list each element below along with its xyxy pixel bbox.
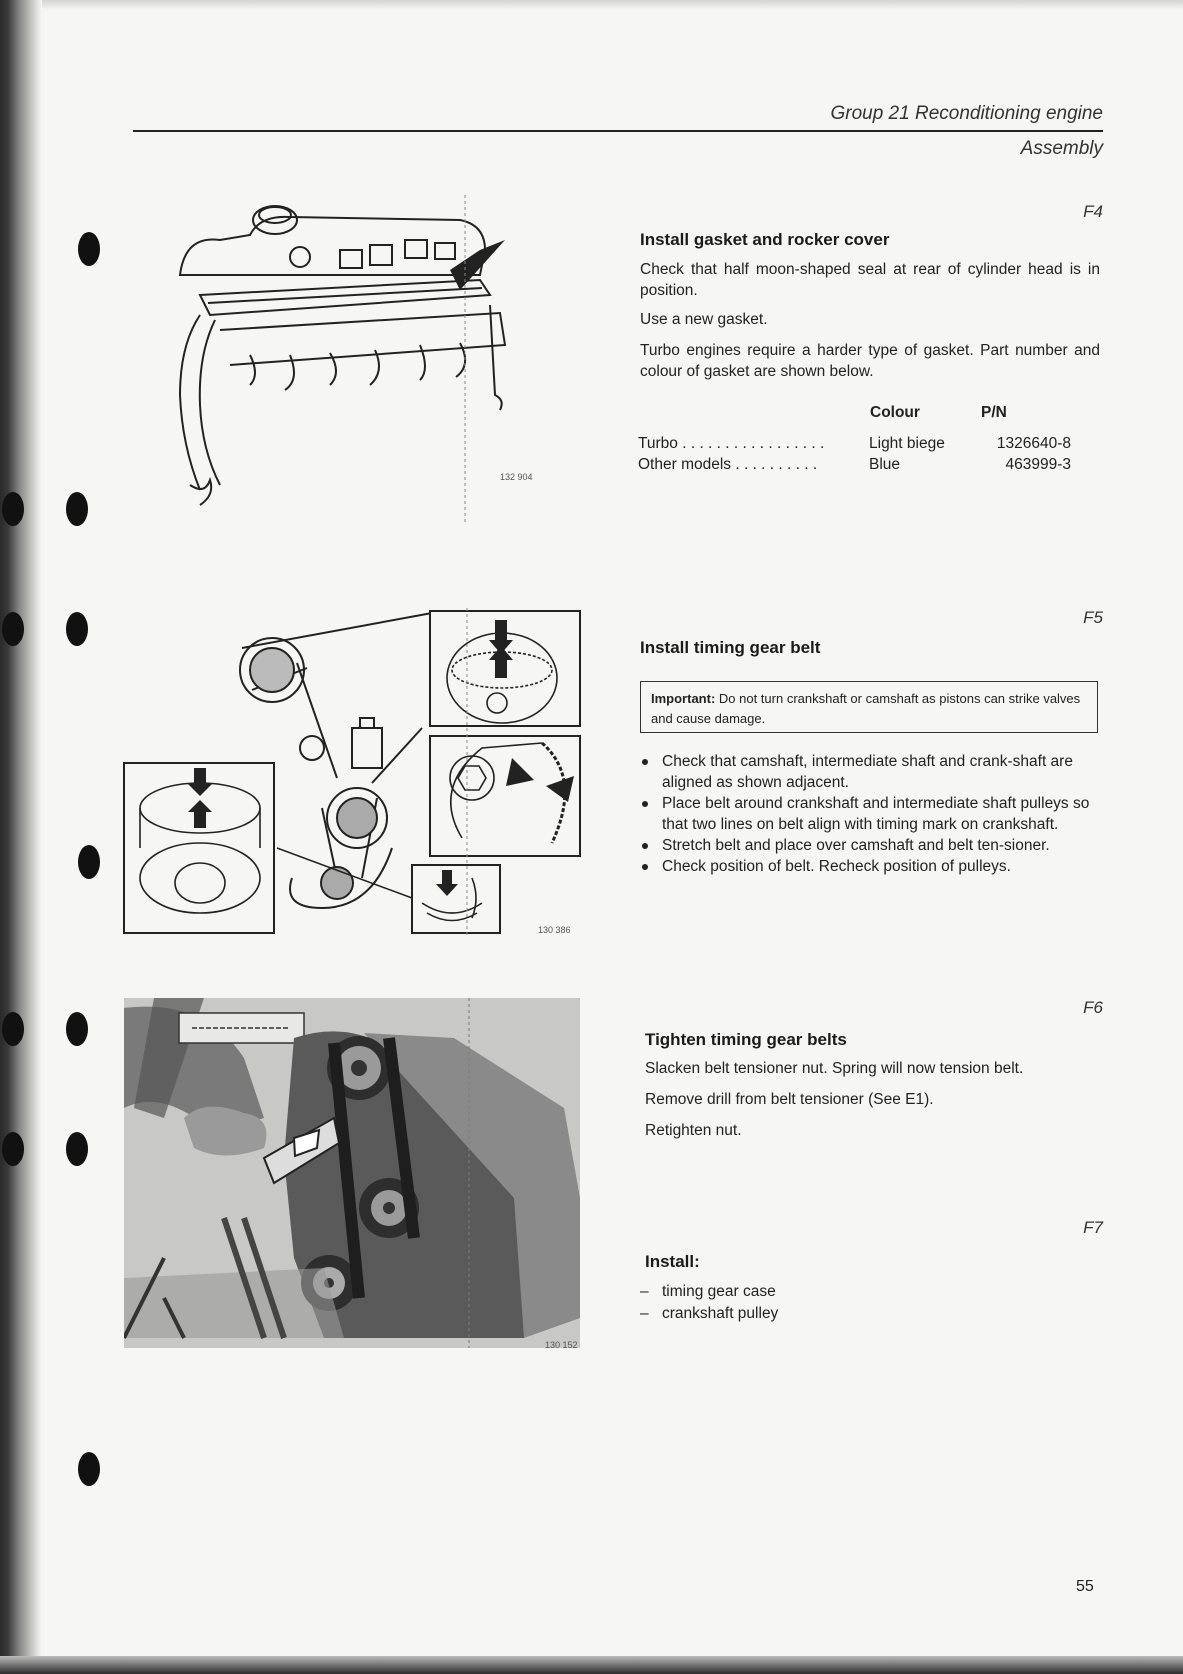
- f4-heading: Install gasket and rocker cover: [640, 230, 890, 249]
- bullet-icon: [642, 843, 648, 849]
- figure-number: 130 152: [545, 1340, 578, 1350]
- gasket-row-pn: 1326640-8: [996, 435, 1071, 452]
- page-number: 55: [1076, 1578, 1094, 1595]
- f4-paragraph-1: Check that half moon-shaped seal at rear of cylinder head is in position.: [640, 261, 1100, 299]
- list-item: – timing gear case: [640, 1283, 776, 1300]
- f6-code: F6: [1083, 998, 1103, 1017]
- f4-paragraph-2: Use a new gasket.: [640, 311, 768, 328]
- f4-code: F4: [1083, 202, 1103, 221]
- f5-heading: Install timing gear belt: [640, 638, 821, 657]
- f5-code: F5: [1083, 608, 1103, 627]
- header-rule: [133, 130, 1103, 132]
- gasket-table-header-pn: P/N: [981, 404, 1007, 421]
- punch-hole: [66, 492, 88, 526]
- gasket-row-colour: Light biege: [869, 435, 945, 452]
- timing-belt-illustration: [122, 608, 584, 938]
- list-item: Check position of belt. Recheck position of pulleys.: [640, 856, 1102, 877]
- f4-paragraph-3: Turbo engines require a harder type of gasket. Part number and colour of gasket are shown below.: [640, 342, 1100, 380]
- f7-code: F7: [1083, 1218, 1103, 1237]
- list-item: Stretch belt and place over camshaft and belt ten-sioner.: [640, 835, 1102, 856]
- f6-paragraph-1: Slacken belt tensioner nut. Spring will now tension belt.: [645, 1060, 1024, 1077]
- f5-bullet-list: [640, 751, 1102, 877]
- figure-number: 130 386: [538, 925, 571, 935]
- gasket-row-colour: Blue: [869, 456, 901, 473]
- important-notice-box: [640, 681, 1098, 733]
- f6-paragraph-3: Retighten nut.: [645, 1122, 742, 1139]
- important-text: Do not turn crankshaft or camshaft as pistons can strike valves and cause damage.: [651, 691, 1081, 726]
- bullet-icon: [642, 864, 648, 870]
- f7-install-list: [640, 1281, 778, 1325]
- gasket-table-header-colour: Colour: [870, 404, 920, 421]
- section-title: Assembly: [1020, 138, 1103, 159]
- f7-heading: Install:: [645, 1252, 700, 1271]
- punch-hole: [66, 612, 88, 646]
- important-label: Important:: [651, 691, 716, 706]
- engine-photo: [124, 998, 580, 1348]
- top-shadow: [0, 0, 1183, 10]
- list-item: Place belt around crankshaft and intermediate shaft pulleys so that two lines on belt align with timing mark on crankshaft.: [640, 793, 1102, 835]
- gasket-row-model: Turbo . . . . . . . . . . . . . . . . .: [638, 435, 825, 452]
- list-item: Check that camshaft, intermediate shaft and crank-shaft are aligned as shown adjacent.: [640, 751, 1102, 793]
- punch-hole: [78, 845, 100, 879]
- list-item: – crankshaft pulley: [640, 1305, 779, 1322]
- bullet-icon: [642, 801, 648, 807]
- f6-paragraph-2: Remove drill from belt tensioner (See E1).: [645, 1091, 934, 1108]
- punch-hole: [66, 1132, 88, 1166]
- punch-hole: [78, 232, 100, 266]
- gasket-row-model: Other models . . . . . . . . . .: [638, 456, 818, 473]
- gasket-row-pn: 463999-3: [1005, 456, 1071, 473]
- bottom-edge: [0, 1656, 1183, 1674]
- bullet-icon: [642, 759, 648, 765]
- figure-number: 132 904: [500, 472, 533, 482]
- page-binding-edge: [0, 0, 42, 1674]
- punch-hole: [78, 1452, 100, 1486]
- f6-heading: Tighten timing gear belts: [645, 1030, 847, 1049]
- group-title: Group 21 Reconditioning engine: [830, 103, 1103, 124]
- punch-hole: [66, 1012, 88, 1046]
- rocker-cover-illustration: [160, 195, 540, 525]
